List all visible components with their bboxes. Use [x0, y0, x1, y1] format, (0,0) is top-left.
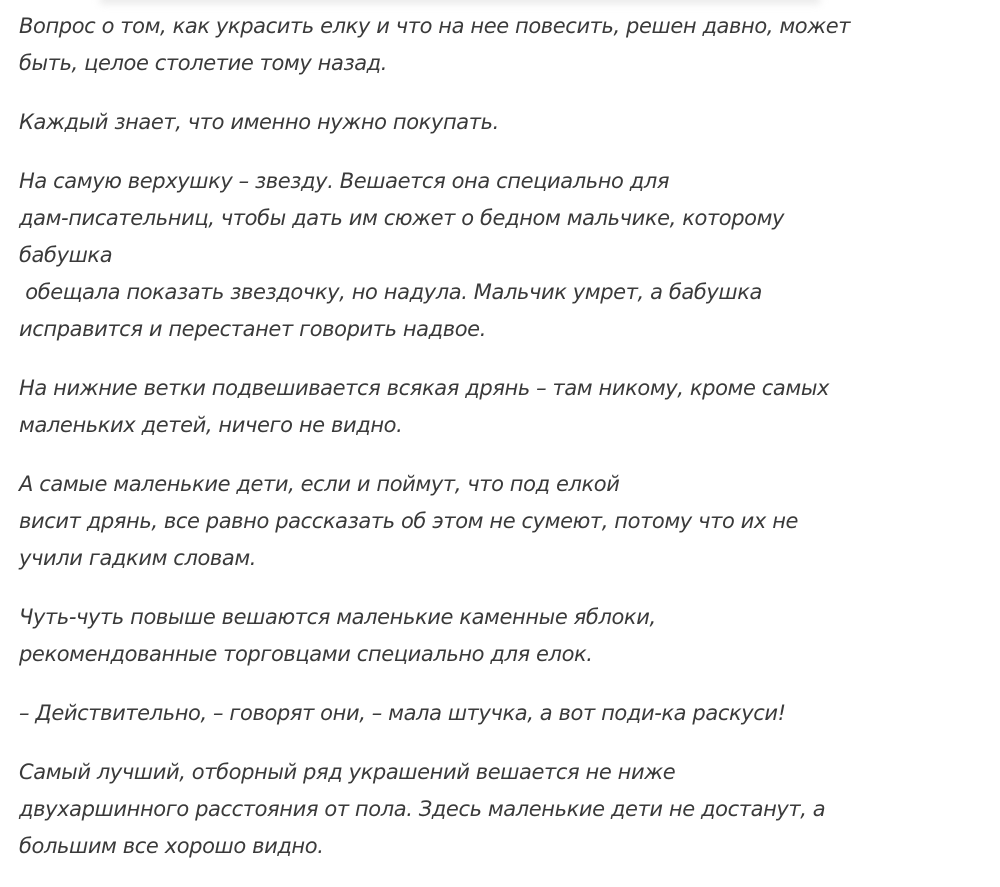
paragraph: [19, 466, 919, 577]
text-line: Вопрос о том, как украсить елку и что на нее повесить, решен давно, может: [19, 14, 851, 38]
text-line: – Действительно, – говорят они, – мала штучка, а вот поди-ка раскуси!: [19, 701, 786, 725]
text-line: Чуть-чуть повыше вешаются маленькие каменные яблоки,: [19, 605, 656, 629]
paragraph: [19, 8, 919, 82]
text-line: двухаршинного расстояния от пола. Здесь маленькие дети не достанут, а: [19, 797, 826, 821]
text-line: быть, целое столетие тому назад.: [19, 51, 388, 75]
paragraph: [19, 370, 919, 444]
text-line: дам-писательниц, чтобы дать им сюжет о бедном мальчике, которому: [19, 206, 785, 230]
text-line: рекомендованные торговцами специально для елок.: [19, 642, 593, 666]
text-line: большим все хорошо видно.: [19, 834, 324, 858]
text-line: На нижние ветки подвешивается всякая дрянь – там никому, кроме самых: [19, 376, 830, 400]
text-line: обещала показать звездочку, но надула. Мальчик умрет, а бабушка: [19, 280, 762, 304]
paragraph: [19, 163, 919, 348]
text-line: На самую верхушку – звезду. Вешается она специально для: [19, 169, 670, 193]
text-line: учили гадким словам.: [19, 546, 257, 570]
text-line: маленьких детей, ничего не видно.: [19, 413, 403, 437]
text-line: висит дрянь, все равно рассказать об этом не сумеют, потому что их не: [19, 509, 799, 533]
paragraph: [19, 104, 919, 141]
article-body: [19, 8, 919, 887]
top-shadow: [100, 0, 820, 4]
text-line: Самый лучший, отборный ряд украшений вешается не ниже: [19, 760, 676, 784]
text-line: Каждый знает, что именно нужно покупать.: [19, 110, 499, 134]
text-line: исправится и перестанет говорить надвое.: [19, 317, 486, 341]
text-line: А самые маленькие дети, если и поймут, что под елкой: [19, 472, 620, 496]
paragraph: [19, 599, 919, 673]
paragraph: [19, 754, 919, 865]
paragraph: [19, 695, 919, 732]
text-line: бабушка: [19, 243, 113, 267]
